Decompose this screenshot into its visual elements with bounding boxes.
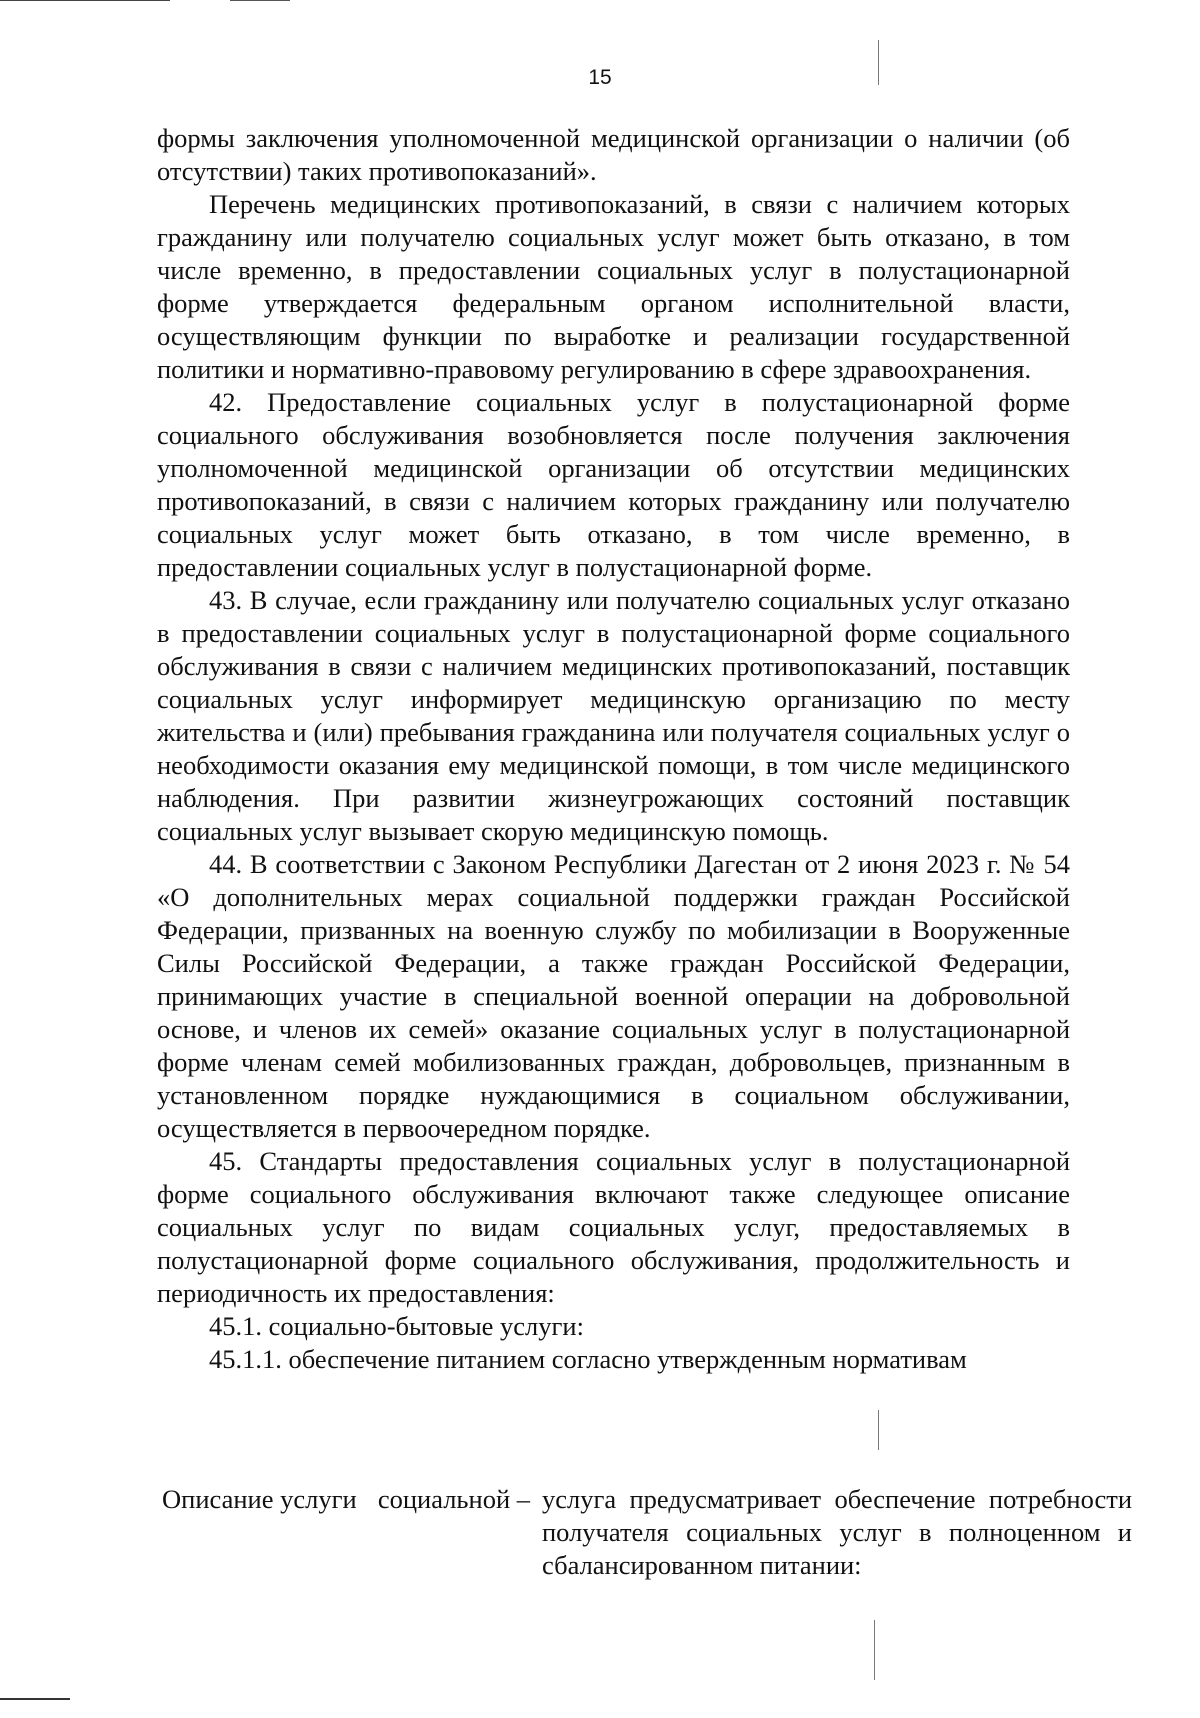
paragraph-45: 45. Стандарты предоставления социальных услуг в полустационарной форме социального обслуживания включают также следующее описание социальных услуг по видам социальных услуг, предоставляемых в полустационарной форме социального обслуживания, продолжительность и периодичность их предоставления:	[157, 1146, 1070, 1308]
service-description-table	[162, 1483, 1132, 1582]
paragraph-44: 44. В соответствии с Законом Республики Дагестан от 2 июня 2023 г. № 54 «О дополнительных мерах социальной поддержки граждан Российской Федерации, призванных на военную службу по мобилизации в Вооруженные Силы Российской Федерации, а также граждан Российской Федерации, принимающих участие в специальной военной операции на добровольной основе, и членов их семей» оказание социальных услуг в полустационарной форме членам семей мобилизованных граждан, добровольцев, признанным в установленном порядке нуждающимися в социальном обслуживании, осуществляется в первоочередном порядке.	[157, 849, 1070, 1143]
scan-artifact-line	[874, 1620, 875, 1680]
scan-edge-line	[0, 0, 170, 1]
table-row	[162, 1483, 1132, 1582]
paragraph-43: 43. В случае, если гражданину или получателю социальных услуг отказано в предоставлении социальных услуг в полустационарной форме социального обслуживания в связи с наличием медицинских противопоказаний, поставщик социальных услуг информирует медицинскую организацию по месту жительства и (или) пребывания гражданина или получателя социальных услуг о необходимости оказания ему медицинской помощи, в том числе медицинского наблюдения. При развитии жизнеугрожающих состояний поставщик социальных услуг вызывает скорую медицинскую помощь.	[157, 585, 1070, 846]
table-value-cell: услуга предусматривает обеспечение потребности получателя социальных услуг в полноценном и сбалансированном питании:	[542, 1484, 1132, 1580]
paragraph-contraindications-list: Перечень медицинских противопоказаний, в связи с наличием которых гражданину или получателю социальных услуг может быть отказано, в том числе временно, в предоставлении социальных услуг в полустационарной форме утверждается федеральным органом исполнительной власти, осуществляющим функции по выработке и реализации государственной политики и нормативно-правовому регулированию в сфере здравоохранения.	[157, 189, 1070, 384]
document-body	[157, 122, 1070, 1376]
page-number: 15	[588, 66, 612, 89]
paragraph-45-1: 45.1. социально-бытовые услуги:	[209, 1311, 584, 1341]
paragraph-45-1-1: 45.1.1. обеспечение питанием согласно утвержденным нормативам	[209, 1344, 967, 1374]
scan-artifact-line	[878, 1410, 879, 1450]
table-label-text-continued: социальной –	[377, 1484, 530, 1514]
paragraph-continuation: формы заключения уполномоченной медицинской организации о наличии (об отсутствии) таких противопоказаний».	[157, 123, 1070, 186]
table-label-cell	[162, 1483, 530, 1516]
scan-edge-line	[230, 0, 290, 1]
paragraph-42: 42. Предоставление социальных услуг в полустационарной форме социального обслуживания возобновляется после получения заключения уполномоченной медицинской организации об отсутствии медицинских противопоказаний, в связи с наличием которых гражданину или получателю социальных услуг может быть отказано, в том числе временно, в предоставлении социальных услуг в полустационарной форме.	[157, 387, 1070, 582]
table-label-text: Описание услуги	[162, 1484, 357, 1514]
scan-edge-line	[0, 1698, 70, 1700]
